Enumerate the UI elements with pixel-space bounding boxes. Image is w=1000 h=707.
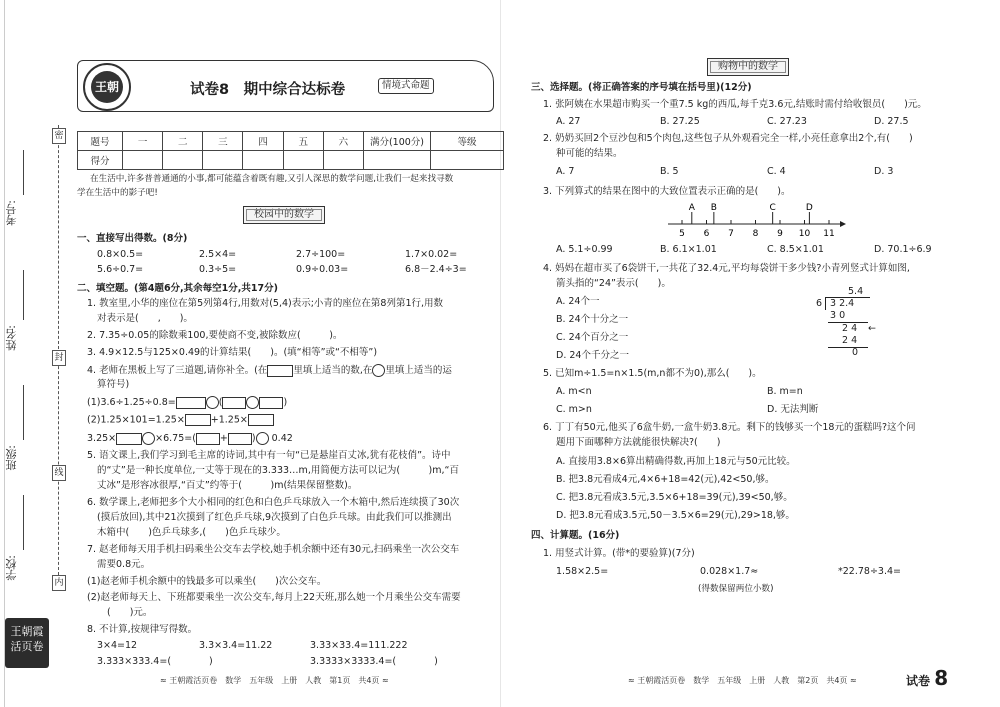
class-line	[23, 385, 24, 440]
blank-circle-legend	[372, 364, 385, 377]
q2-1-line1: 1. 教室里,小华的座位在第5列第4行,用数对(5,4)表示;小青的座位在第8列第1行,用数	[87, 298, 444, 309]
brand-sub: 活页卷	[10, 640, 44, 653]
exam-number-line	[23, 150, 24, 195]
q3-2-line2: 种可能的结果。	[556, 148, 623, 159]
q2-8-item: 3×4=12	[97, 640, 138, 651]
q1-item: 2.7÷100=	[296, 249, 346, 260]
answer-box[interactable]	[259, 397, 283, 409]
score-input[interactable]	[431, 151, 504, 170]
score-input[interactable]	[243, 151, 283, 170]
q3-2-opt: B. 5	[660, 166, 679, 177]
intro-line-1: 在生活中,许多普普通通的小事,都可能蕴含着既有趣,又引人深思的数学问题,让我们一起来找寻数	[90, 174, 454, 184]
marker-label: D	[805, 203, 813, 213]
seal-mark-xian: 线	[52, 465, 66, 481]
answer-circle[interactable]	[256, 432, 269, 445]
q3-5-opt: B. m=n	[767, 386, 803, 397]
q4-1-item: *22.78÷3.4=	[838, 566, 901, 577]
expr-text: ×6.75=(	[155, 433, 196, 444]
number-line-arrow	[840, 221, 846, 227]
q2-6-line3: 木箱中( )色乒乓球多,( )色乒乓球少。	[97, 527, 286, 538]
seal-mark-mi: 密	[52, 128, 66, 144]
q2-4-line2: 算符号)	[97, 379, 130, 390]
number-line-figure	[660, 202, 850, 240]
answer-box[interactable]	[176, 397, 206, 409]
score-cell: 二	[163, 132, 203, 151]
logo-text: 王朝霞	[91, 71, 123, 103]
arrow-left-icon: ←	[868, 323, 876, 334]
q3-5-opt: C. m>n	[556, 404, 592, 415]
exam-number-label: 考号:	[5, 200, 18, 226]
q3-6-line1: 6. 丁丁有50元,他买了6盒牛奶,一盒牛奶3.8元。剩下的钱够买一个18元的蛋糕吗?这个问	[543, 422, 916, 433]
section-title-campus: 校园中的数学	[243, 206, 325, 224]
page-tag-label: 试卷	[906, 674, 931, 688]
q4-1-item: 0.028×1.7≈	[700, 566, 759, 577]
logo-icon	[83, 63, 131, 126]
q3-4-opt: B. 24个十分之一	[556, 314, 629, 325]
expr-text: +	[219, 433, 228, 444]
score-input[interactable]	[323, 151, 363, 170]
score-cell: 五	[283, 132, 323, 151]
q2-4-mid: 里填上适当的数,在	[293, 365, 373, 376]
expr-text: (2)1.25×101=1.25×	[87, 414, 185, 426]
q3-4-line1: 4. 妈妈在超市买了6袋饼干,一共花了32.4元,平均每袋饼干多少钱?小青列竖式计算如图,	[543, 263, 910, 274]
division-dividend: 3 2.4	[830, 298, 855, 309]
q3-6-opt: C. 把3.8元看成3.5元,3.5×6+18=39(元),39<50,够。	[556, 492, 793, 503]
q1-title: 一、直接写出得数。(8分)	[77, 233, 188, 244]
answer-circle[interactable]	[246, 396, 259, 409]
q1-item: 6.8－2.4÷3=	[405, 264, 467, 275]
marker-label: C	[769, 203, 776, 213]
score-cell: 一	[123, 132, 163, 151]
tick-label: 7	[728, 229, 734, 239]
q3-1-opt: D. 27.5	[874, 116, 909, 127]
school-label: 学校:	[5, 555, 18, 581]
tick-label: 9	[777, 229, 783, 239]
name-line	[23, 270, 24, 320]
q3-6-opt: D. 把3.8元看成3.5元,50－3.5×6=29(元),29>18,够。	[556, 510, 795, 521]
score-input[interactable]	[283, 151, 323, 170]
q3-3-opt: B. 6.1×1.01	[660, 244, 717, 255]
section-title-shopping: 购物中的数学	[707, 58, 789, 76]
footer-right: ≈ 王朝霞活页卷 数学 五年级 上册 人教 第2页 共4页 ≈	[628, 676, 857, 685]
answer-box[interactable]	[228, 433, 252, 445]
division-step: 2 4	[842, 335, 858, 346]
q4-title: 四、计算题。(16分)	[531, 530, 620, 541]
q3-1-opt: C. 27.23	[767, 116, 807, 127]
q1-item: 0.8×0.5=	[97, 249, 144, 260]
q3-3: 3. 下列算式的结果在图中的大致位置表示正确的是( )。	[543, 186, 791, 197]
blank-box-legend	[267, 365, 293, 377]
q2-title: 二、填空题。(第4题6分,其余每空1分,共17分)	[77, 283, 278, 294]
q3-4-opt: C. 24个百分之一	[556, 332, 629, 343]
q3-4-opt: A. 24个一	[556, 296, 600, 307]
q3-6-opt: A. 直接用3.8×6算出精确得数,再加上18元与50元比较。	[556, 456, 796, 467]
expr-text: 0.42	[271, 433, 293, 444]
q3-3-opt: D. 70.1÷6.9	[874, 244, 932, 255]
page-title: 试卷8 期中综合达标卷	[190, 82, 346, 98]
score-input[interactable]	[203, 151, 243, 170]
class-label: 班级:	[5, 445, 18, 471]
q2-6-line1: 6. 数学课上,老师把多个大小相同的红色和白色乒乓球放入一个木箱中,然后连续摸了30次	[87, 497, 460, 508]
answer-box[interactable]	[196, 433, 220, 445]
q3-4-opt: D. 24个千分之一	[556, 350, 629, 361]
q4-1: 1. 用竖式计算。(带*的要验算)(7分)	[543, 548, 695, 559]
q2-4-expr-1: (1)3.6÷1.25÷0.8= ( )	[87, 397, 288, 408]
page-fold	[500, 0, 501, 707]
q2-5-line1: 5. 语文课上,我们学习到毛主席的诗词,其中有一句“已是悬崖百丈冰,犹有花枝俏”。诗中	[87, 450, 451, 461]
score-input[interactable]	[364, 151, 431, 170]
q3-3-opt: C. 8.5×1.01	[767, 244, 824, 255]
score-cell: 等级	[431, 132, 504, 151]
brand-name: 王朝霞	[10, 625, 44, 638]
q2-8-item: 3.3333×3333.4=( )	[310, 656, 438, 667]
q2-8-item: 3.3×3.4=11.22	[199, 640, 273, 651]
strip-edge	[4, 0, 5, 707]
score-input[interactable]	[163, 151, 203, 170]
page-tag-number: 8	[934, 666, 949, 690]
q3-6-opt: B. 把3.8元看成4元,4×6+18=42(元),42<50,够。	[556, 474, 775, 485]
answer-circle[interactable]	[142, 432, 155, 445]
q3-1-opt: B. 27.25	[660, 116, 700, 127]
score-cell: 六	[323, 132, 363, 151]
q2-4-expr-3	[87, 432, 293, 445]
q2-3: 3. 4.9×12.5与125×0.49的计算结果( )。(填“相等”或“不相等”)	[87, 347, 378, 358]
division-rule	[828, 347, 868, 348]
division-remainder: 0	[852, 347, 859, 358]
score-value-row	[78, 151, 504, 170]
q3-5-opt: D. 无法判断	[767, 404, 819, 415]
q2-5-line3: 丈冰”是形容冰很厚,“百丈”约等于( )m(结果保留整数)。	[97, 480, 358, 491]
q4-1-item: 1.58×2.5=	[556, 566, 609, 577]
q1-item: 5.6÷0.7=	[97, 264, 144, 275]
expr-text: 3.25×	[87, 433, 117, 444]
score-table	[77, 131, 504, 170]
q2-8: 8. 不计算,按规律写得数。	[87, 624, 198, 635]
q4-1-note: (得数保留两位小数)	[698, 584, 774, 594]
q3-title: 三、选择题。(将正确答案的序号填在括号里)(12分)	[531, 82, 752, 93]
expr-text: (1)3.6÷1.25÷0.8=	[87, 397, 176, 408]
q3-1-opt: A. 27	[556, 116, 581, 127]
tick-label: 11	[823, 229, 835, 239]
q2-6-line2: (摸后放回),其中21次摸到了红色乒乓球,9次摸到了白色乒乓球。由此我们可以推测出	[97, 512, 452, 523]
q1-item: 1.7×0.02=	[405, 249, 458, 260]
page-tag	[906, 666, 948, 690]
q2-4-line1	[87, 364, 452, 377]
school-line	[23, 495, 24, 550]
q2-8-item: 3.333×333.4=( )	[97, 656, 213, 667]
title-tag: 情境式命题	[378, 78, 434, 94]
q2-7-sub2: (2)赵老师每天上、下班都要乘坐一次公交车,每月上22天班,那么她一个月乘坐公交车需要	[87, 592, 461, 603]
name-label: 姓名:	[5, 325, 18, 351]
q1-item: 0.3÷5=	[199, 264, 237, 275]
q3-2-line1: 2. 奶奶买回2个豆沙包和5个肉包,这些包子从外观看完全一样,小亮任意拿出2个,有( )	[543, 133, 913, 144]
q2-4-post: 里填上适当的运	[385, 365, 452, 376]
answer-box[interactable]	[185, 414, 211, 426]
footer-left: ≈ 王朝霞活页卷 数学 五年级 上册 人教 第1页 共4页 ≈	[160, 676, 389, 685]
q3-2-opt: C. 4	[767, 166, 786, 177]
division-bracket	[825, 297, 826, 310]
q3-1: 1. 张阿姨在水果超市购买一个重7.5 kg的西瓜,每千克3.6元,结账时需付给收银员( )元。	[543, 99, 927, 110]
answer-box[interactable]	[248, 414, 274, 426]
q2-4-expr-2	[87, 414, 274, 427]
q3-2-opt: A. 7	[556, 166, 575, 177]
division-step: 3 0	[830, 310, 846, 321]
seal-mark-feng: 封	[52, 350, 66, 366]
score-header-row	[78, 132, 504, 151]
q2-7-sub2-cont: ( )元。	[107, 607, 153, 618]
answer-circle[interactable]	[206, 396, 219, 409]
q2-5-line2: 的“丈”是一种长度单位,一丈等于现在的3.333…m,用简便方法可以记为( )m,“百	[97, 465, 459, 476]
q1-item: 0.9÷0.03=	[296, 264, 349, 275]
intro-line-2: 学在生活中的影子吧!	[77, 188, 158, 198]
q2-8-item: 3.33×33.4=111.222	[310, 640, 408, 651]
brand-logo	[5, 618, 49, 668]
division-divisor: 6	[816, 298, 823, 309]
answer-box[interactable]	[116, 433, 142, 445]
q2-7-sub1: (1)赵老师手机余额中的钱最多可以乘坐( )次公交车。	[87, 576, 327, 587]
tick-label: 5	[679, 229, 685, 239]
division-step: 2 4	[842, 323, 858, 334]
long-division-figure	[812, 286, 882, 356]
q1-item: 2.5×4=	[199, 249, 237, 260]
tick-label: 8	[752, 229, 759, 239]
score-input[interactable]	[123, 151, 163, 170]
division-quotient: 5.4	[848, 286, 864, 297]
q3-5: 5. 已知m÷1.5=n×1.5(m,n都不为0),那么( )。	[543, 368, 762, 379]
score-cell: 四	[243, 132, 283, 151]
q2-1-line2: 对表示是( , )。	[97, 313, 193, 324]
q2-2: 2. 7.35÷0.05的除数乘100,要使商不变,被除数应( )。	[87, 330, 343, 341]
seal-mark-nei: 内	[52, 575, 66, 591]
q2-7-line2: 需要0.8元。	[97, 559, 151, 570]
binding-strip	[0, 0, 62, 707]
marker-label: A	[688, 203, 695, 213]
q3-3-opt: A. 5.1÷0.99	[556, 244, 613, 255]
q3-6-line2: 题用下面哪种方法就能很快解决?( )	[556, 437, 721, 448]
tick-label: 10	[798, 229, 811, 239]
q3-5-opt: A. m<n	[556, 386, 592, 397]
q2-7-line1: 7. 赵老师每天用手机扫码乘坐公交车去学校,她手机余额中还有30元,扫码乘坐一次公交车	[87, 544, 460, 555]
expr-text: +1.25×	[210, 414, 248, 426]
answer-box[interactable]	[222, 397, 246, 409]
score-cell: 得分	[78, 151, 123, 170]
q3-2-opt: D. 3	[874, 166, 894, 177]
expr-text: )	[251, 433, 256, 444]
marker-label: B	[710, 203, 717, 213]
score-cell: 满分(100分)	[364, 132, 431, 151]
score-cell: 题号	[78, 132, 123, 151]
score-cell: 三	[203, 132, 243, 151]
q3-4-line2: 箭头指的“24”表示( )。	[556, 278, 671, 289]
tick-label: 6	[703, 229, 710, 239]
q2-4-pre: 4. 老师在黑板上写了三道题,请你补全。(在	[87, 365, 268, 376]
